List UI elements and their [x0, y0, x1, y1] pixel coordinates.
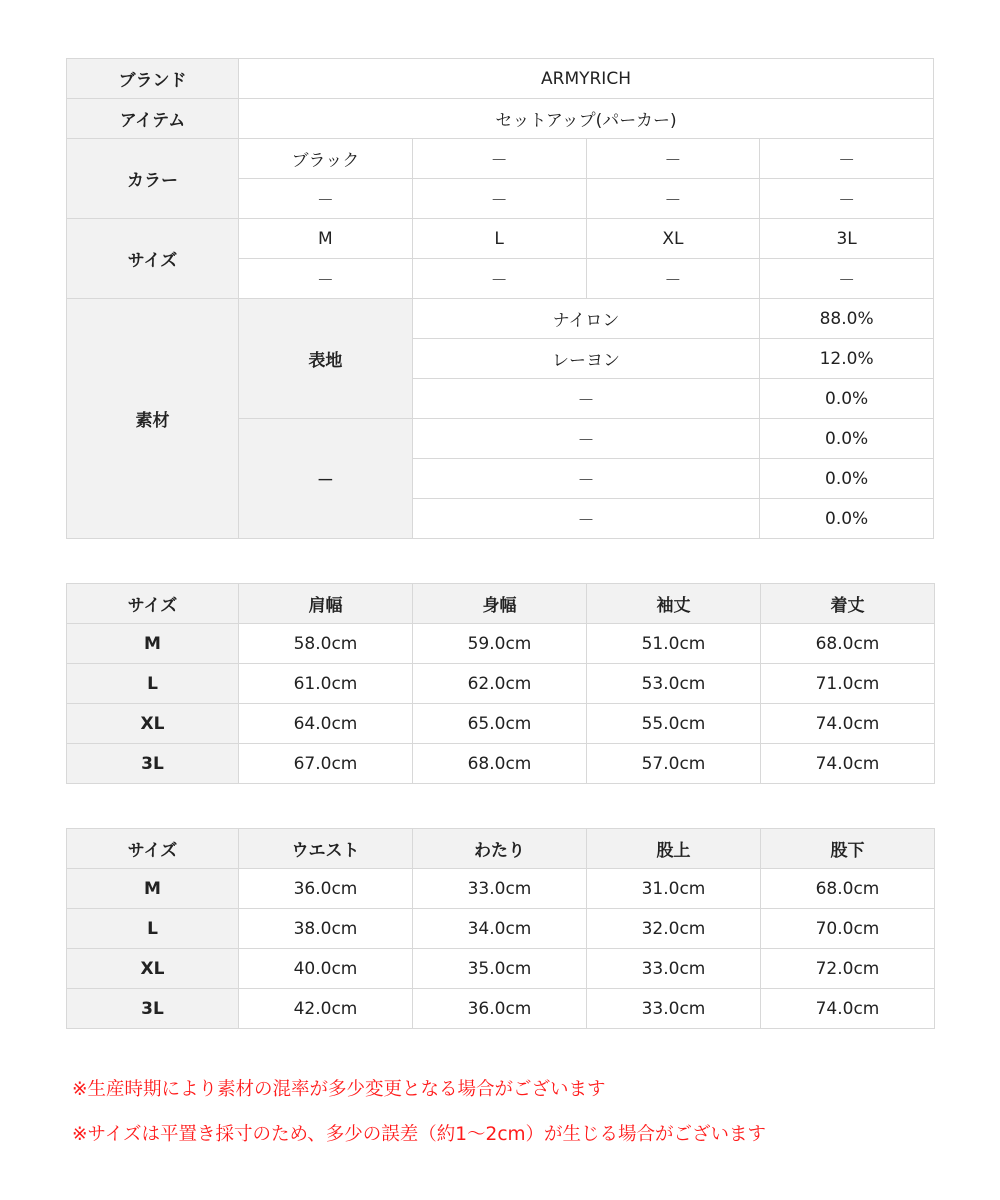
column-header-waist: ウエスト: [239, 829, 413, 869]
row-size-label: XL: [67, 949, 239, 989]
column-header-rise: 股上: [587, 829, 761, 869]
cell-value: 62.0cm: [413, 664, 587, 704]
table-header-row: [67, 584, 935, 624]
top-measurements-table: [66, 583, 935, 784]
column-header-size: サイズ: [67, 829, 239, 869]
cell-value: 33.0cm: [587, 989, 761, 1029]
color-value: －: [586, 179, 760, 219]
item-label: アイテム: [67, 99, 239, 139]
cell-value: 71.0cm: [761, 664, 935, 704]
column-header-sleeve: 袖丈: [587, 584, 761, 624]
cell-value: 55.0cm: [587, 704, 761, 744]
table-row: [67, 139, 934, 179]
table-row: [67, 99, 934, 139]
item-value: セットアップ(パーカー): [239, 99, 934, 139]
color-value: －: [760, 179, 934, 219]
brand-value: ARMYRICH: [239, 59, 934, 99]
color-value: －: [760, 139, 934, 179]
table-row: [67, 909, 935, 949]
material-name: －: [412, 419, 760, 459]
row-size-label: M: [67, 624, 239, 664]
material-percent: 12.0%: [760, 339, 934, 379]
cell-value: 53.0cm: [587, 664, 761, 704]
size-value: －: [412, 259, 586, 299]
cell-value: 35.0cm: [413, 949, 587, 989]
cell-value: 31.0cm: [587, 869, 761, 909]
cell-value: 38.0cm: [239, 909, 413, 949]
notes-section: [66, 1081, 934, 1144]
material-percent: 0.0%: [760, 499, 934, 539]
cell-value: 74.0cm: [761, 744, 935, 784]
material-percent: 88.0%: [760, 299, 934, 339]
cell-value: 74.0cm: [761, 989, 935, 1029]
material-name: －: [412, 379, 760, 419]
color-value: －: [586, 139, 760, 179]
material-percent: 0.0%: [760, 419, 934, 459]
row-size-label: 3L: [67, 989, 239, 1029]
row-size-label: XL: [67, 704, 239, 744]
spacer: [66, 784, 934, 828]
spacer: [66, 539, 934, 583]
column-header-thigh: わたり: [413, 829, 587, 869]
material-name: ナイロン: [412, 299, 760, 339]
material-name: レーヨン: [412, 339, 760, 379]
table-row: [67, 989, 935, 1029]
cell-value: 64.0cm: [239, 704, 413, 744]
cell-value: 59.0cm: [413, 624, 587, 664]
cell-value: 68.0cm: [761, 869, 935, 909]
cell-value: 74.0cm: [761, 704, 935, 744]
color-value: －: [412, 179, 586, 219]
cell-value: 33.0cm: [413, 869, 587, 909]
cell-value: 61.0cm: [239, 664, 413, 704]
material-name: －: [412, 459, 760, 499]
cell-value: 70.0cm: [761, 909, 935, 949]
column-header-inseam: 股下: [761, 829, 935, 869]
material-group-outer-label: 表地: [239, 299, 413, 419]
size-label: サイズ: [67, 219, 239, 299]
row-size-label: 3L: [67, 744, 239, 784]
table-row: [67, 949, 935, 989]
brand-label: ブランド: [67, 59, 239, 99]
cell-value: 32.0cm: [587, 909, 761, 949]
cell-value: 65.0cm: [413, 704, 587, 744]
row-size-label: L: [67, 664, 239, 704]
color-value: ブラック: [239, 139, 413, 179]
column-header-chest: 身幅: [413, 584, 587, 624]
table-row: [67, 664, 935, 704]
material-percent: 0.0%: [760, 379, 934, 419]
row-size-label: M: [67, 869, 239, 909]
size-value: L: [412, 219, 586, 259]
cell-value: 33.0cm: [587, 949, 761, 989]
column-header-length: 着丈: [761, 584, 935, 624]
color-label: カラー: [67, 139, 239, 219]
cell-value: 36.0cm: [413, 989, 587, 1029]
table-row: [67, 59, 934, 99]
cell-value: 51.0cm: [587, 624, 761, 664]
cell-value: 34.0cm: [413, 909, 587, 949]
cell-value: 58.0cm: [239, 624, 413, 664]
table-row: [67, 704, 935, 744]
cell-value: 68.0cm: [761, 624, 935, 664]
note-measurement-tolerance: ※サイズは平置き採寸のため、多少の誤差（約1〜2cm）が生じる場合がございます: [72, 1123, 767, 1145]
size-value: M: [239, 219, 413, 259]
specification-table: [66, 58, 934, 539]
cell-value: 57.0cm: [587, 744, 761, 784]
cell-value: 67.0cm: [239, 744, 413, 784]
table-header-row: [67, 829, 935, 869]
size-value: －: [760, 259, 934, 299]
table-row: [67, 744, 935, 784]
table-row: [67, 299, 934, 339]
column-header-shoulder: 肩幅: [239, 584, 413, 624]
cell-value: 68.0cm: [413, 744, 587, 784]
spacer: [66, 1029, 934, 1081]
size-value: －: [586, 259, 760, 299]
table-row: [67, 624, 935, 664]
row-size-label: L: [67, 909, 239, 949]
material-label: 素材: [67, 299, 239, 539]
cell-value: 42.0cm: [239, 989, 413, 1029]
size-value: －: [239, 259, 413, 299]
material-name: －: [412, 499, 760, 539]
table-row: [67, 869, 935, 909]
size-value: 3L: [760, 219, 934, 259]
cell-value: 40.0cm: [239, 949, 413, 989]
color-value: －: [239, 179, 413, 219]
cell-value: 72.0cm: [761, 949, 935, 989]
table-row: [67, 219, 934, 259]
note-material-variation: ※生産時期により素材の混率が多少変更となる場合がございます: [72, 1079, 606, 1100]
column-header-size: サイズ: [67, 584, 239, 624]
size-value: XL: [586, 219, 760, 259]
material-percent: 0.0%: [760, 459, 934, 499]
bottom-measurements-table: [66, 828, 935, 1029]
material-group-other-label: －: [239, 419, 413, 539]
cell-value: 36.0cm: [239, 869, 413, 909]
color-value: －: [412, 139, 586, 179]
